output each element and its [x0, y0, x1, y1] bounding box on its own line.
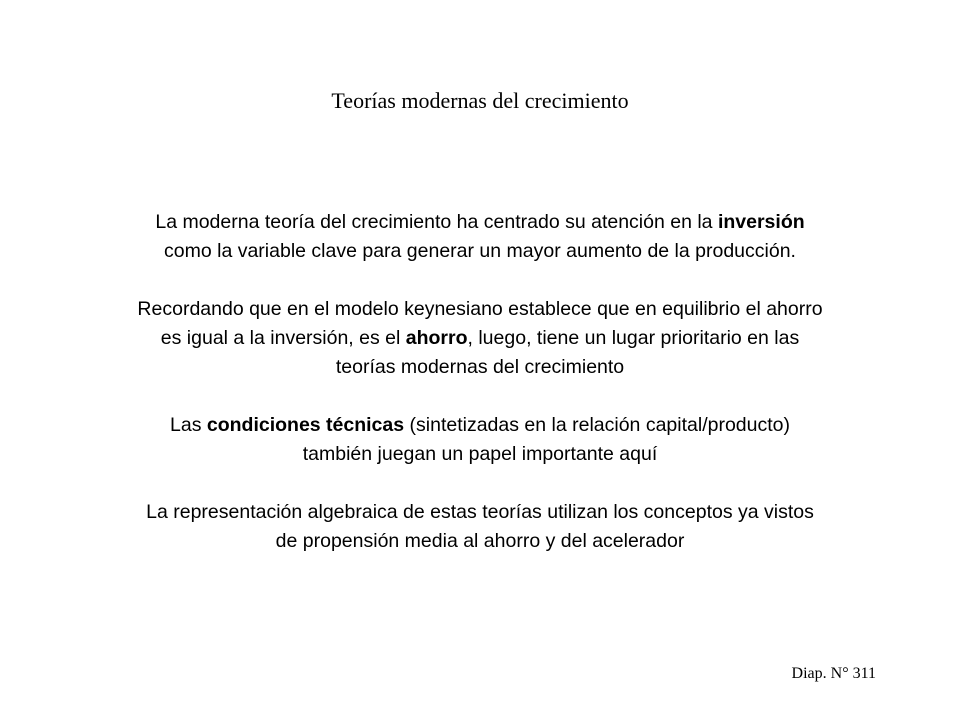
text-run: también juegan un papel importante aquí	[302, 443, 658, 465]
paragraph	[40, 295, 920, 382]
text-line	[40, 440, 920, 469]
bold-term-inversion: inversión	[717, 211, 805, 233]
text-line	[40, 411, 920, 440]
text-run: como la variable clave para generar un mayor aumento de la producción.	[164, 240, 796, 262]
text-run: La moderna teoría del crecimiento ha centrado su atención en la	[155, 211, 718, 233]
bold-term-condiciones-tecnicas: condiciones técnicas	[206, 414, 405, 436]
text-line	[40, 208, 920, 237]
text-line	[40, 353, 920, 382]
text-line	[40, 527, 920, 556]
paragraph	[40, 411, 920, 469]
text-run: teorías modernas del crecimiento	[335, 356, 625, 378]
text-run: Las	[170, 414, 207, 436]
text-line	[40, 498, 920, 527]
text-run: Recordando que en el modelo keynesiano establece que en equilibrio el ahorro	[137, 298, 823, 320]
slide-body	[40, 208, 920, 556]
text-line	[40, 324, 920, 353]
text-line	[40, 237, 920, 266]
paragraph	[40, 498, 920, 556]
text-run: es igual a la inversión, es el	[160, 327, 406, 349]
slide-title: Teorías modernas del crecimiento	[331, 88, 629, 113]
text-run: de propensión media al ahorro y del acelerador	[275, 530, 685, 552]
text-run: , luego, tiene un lugar prioritario en las	[467, 327, 800, 349]
bold-term-ahorro: ahorro	[405, 327, 468, 349]
text-run: (sintetizadas en la relación capital/producto)	[404, 414, 790, 436]
text-line	[40, 295, 920, 324]
text-run: La representación algebraica de estas teorías utilizan los conceptos ya vistos	[146, 501, 814, 523]
paragraph	[40, 208, 920, 266]
slide-number: Diap. N° 311	[791, 665, 876, 682]
